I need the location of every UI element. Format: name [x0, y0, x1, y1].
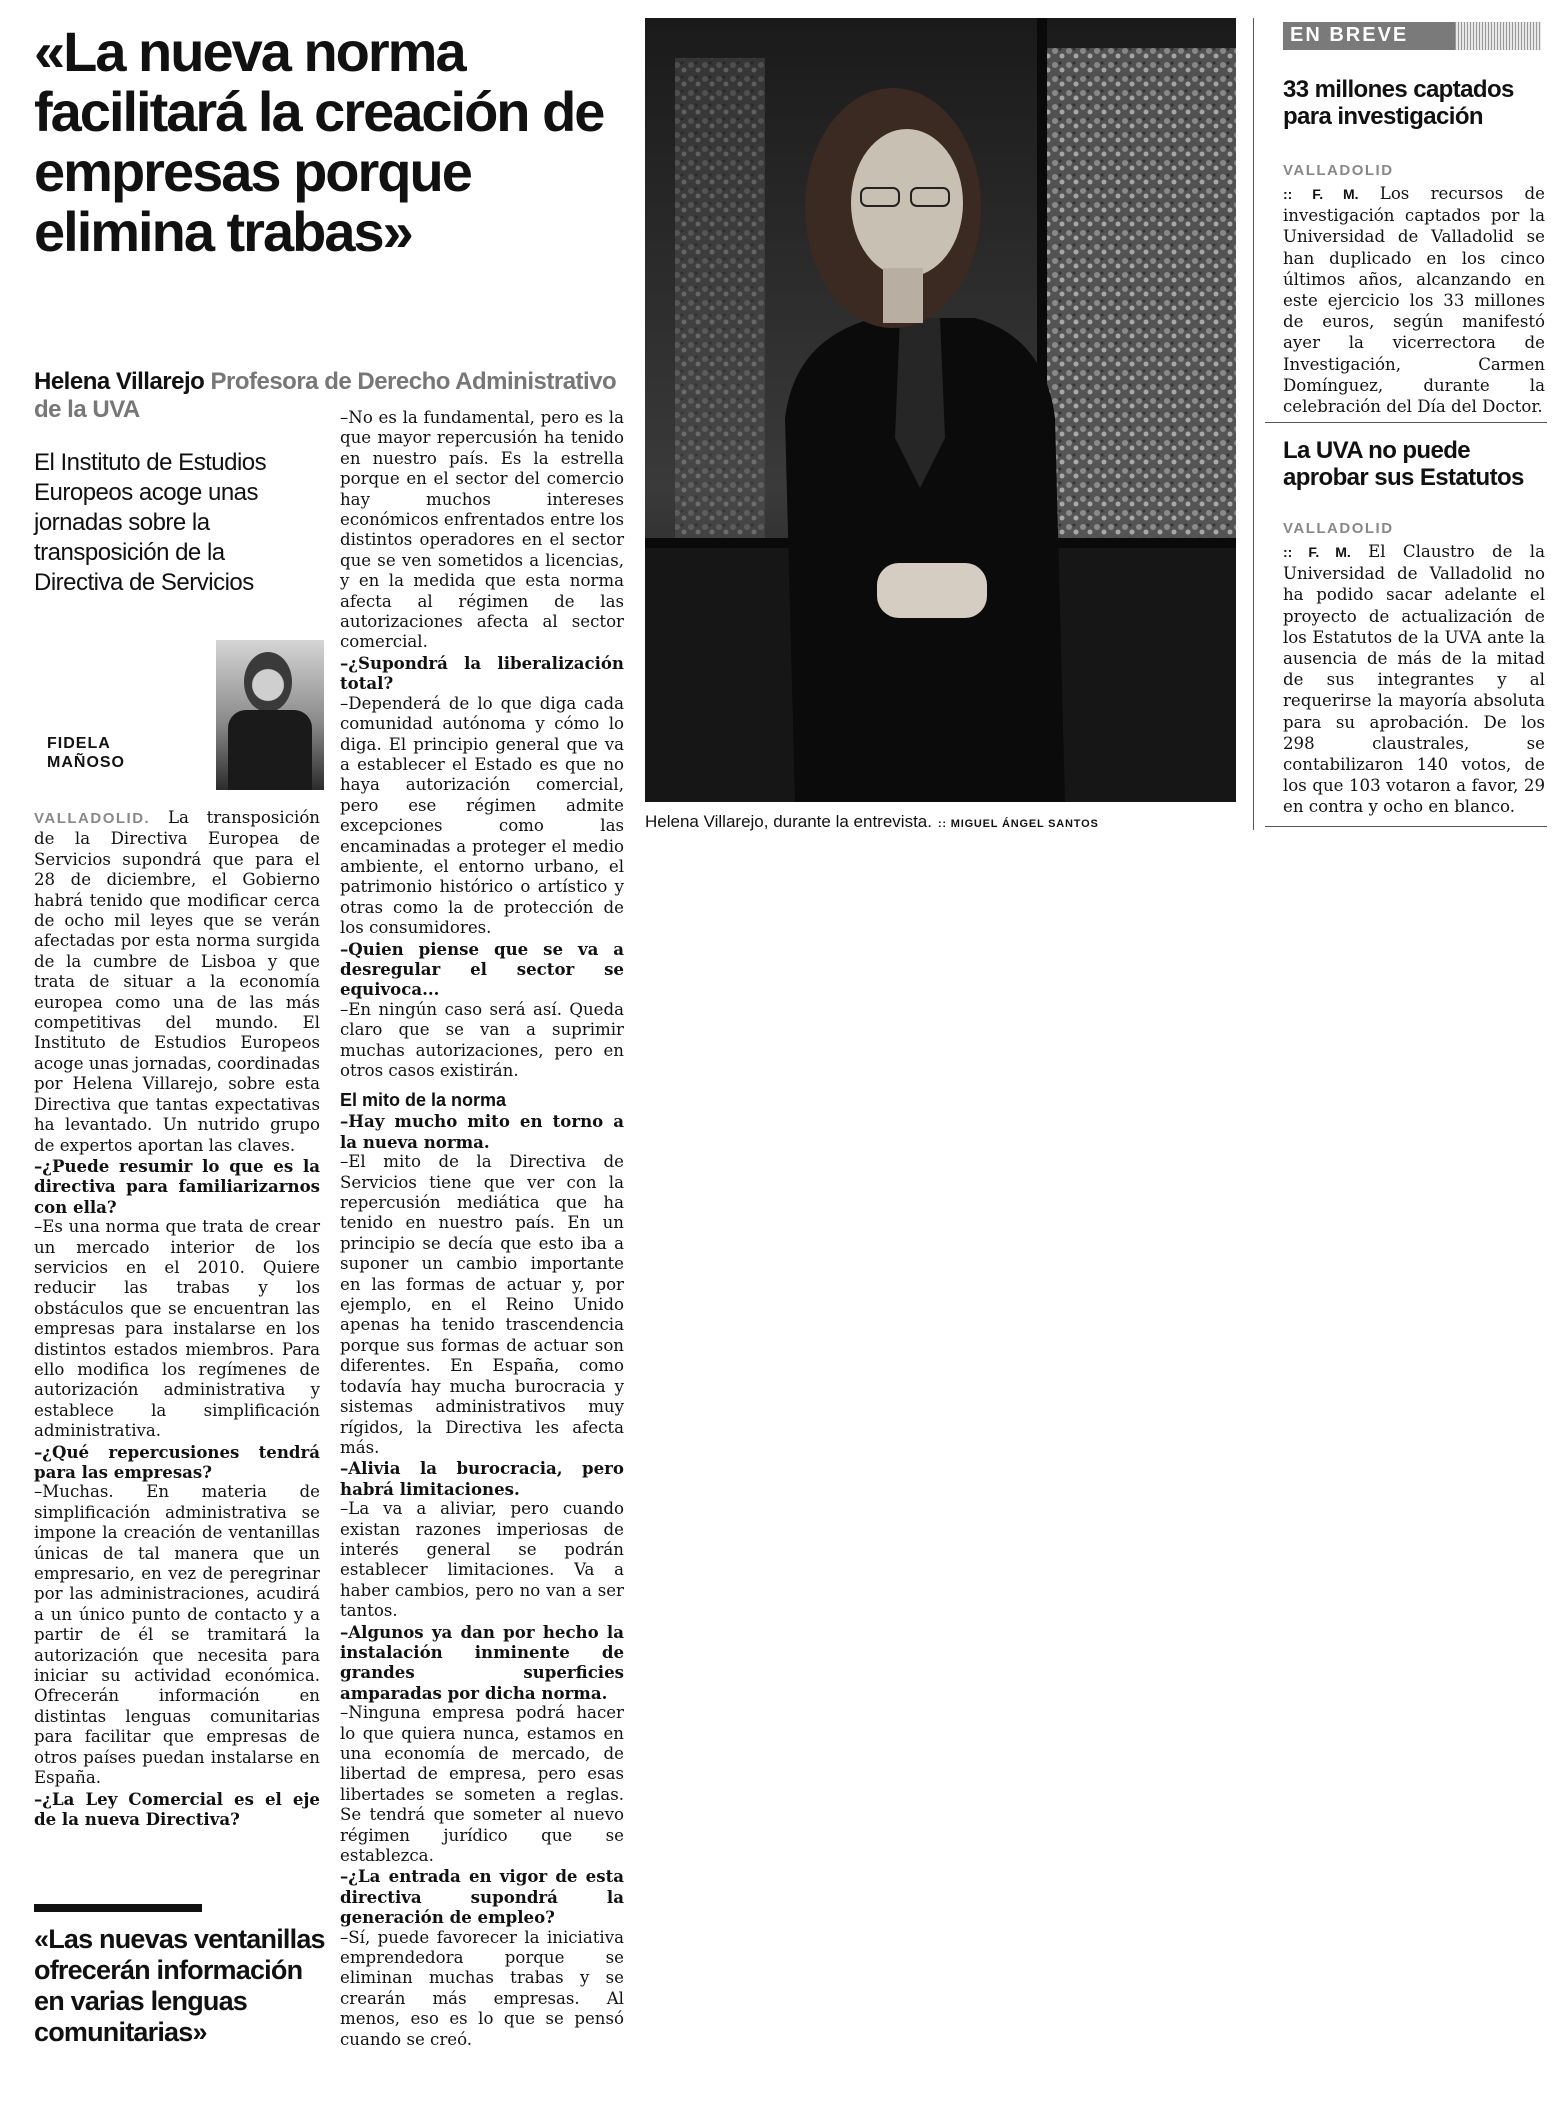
question: –Quien piense que se va a desregular el sector se equivoca...: [340, 938, 624, 1000]
brief-title: 33 millones captados para investigación: [1283, 76, 1514, 130]
brief-bottom-rule: [1265, 826, 1547, 827]
caption-text: Helena Villarejo, durante la entrevista.: [645, 812, 932, 831]
column-divider: [1253, 18, 1254, 830]
brief-city: VALLADOLID: [1283, 162, 1394, 179]
question: –¿La entrada en vigor de esta directiva supondrá la generación de empleo?: [340, 1866, 624, 1928]
brief-body: [1283, 541, 1545, 818]
photo-credit: :: MIGUEL ÁNGEL SANTOS: [937, 818, 1099, 830]
article-lead: [34, 808, 320, 1156]
answer: –Ninguna empresa podrá hacer lo que quiera nunca, estamos en una economía de mercado, de libertad de empresa, pero esas libertades se someten a reglas. Se tendrá que someter al nuevo régimen jurídico que se establezca.: [340, 1703, 624, 1866]
question: –¿Qué repercusiones tendrá para las empresas?: [34, 1441, 320, 1482]
brief-text: Los recursos de investigación captados por la Universidad de Valladolid se han duplicado en los cinco últimos años, alcanzando en este ejercicio los 33 millones de euros, según manifestó ayer la vicerrectora de Investigación, Carmen Domínguez, durante la celebración del Día del Doctor.: [1283, 184, 1545, 417]
brief-header-strip: [1455, 22, 1541, 50]
brief-title: La UVA no puede aprobar sus Estatutos: [1283, 437, 1524, 491]
main-photo: [645, 18, 1236, 802]
brief-city: VALLADOLID: [1283, 520, 1394, 537]
answer: –No es la fundamental, pero es la que mayor repercusión ha tenido en nuestro país. Es la estrella porque en el sector del comercio hay muchos intereses económicos enfrentados entre los distintos operadores en el sector que se ven sometidos a licencias, y en la medida que esta norma afecta al régimen de las autorizaciones afecta al sector comercial.: [340, 408, 624, 652]
answer: –En ningún caso será así. Queda claro que se van a suprimir muchas autorizaciones, pero en otros casos existirán.: [340, 999, 624, 1080]
author-name-line2: MAÑOSO: [47, 754, 125, 771]
article-column-1: [34, 808, 320, 1829]
question: –¿Supondrá la liberalización total?: [340, 652, 624, 694]
brief-body: [1283, 183, 1545, 417]
question: –¿La Ley Comercial es el eje de la nueva Directiva?: [34, 1788, 320, 1829]
question: –Algunos ya dan por hecho la instalación inminente de grandes superficies amparadas por dicha norma.: [340, 1621, 624, 1703]
lead-text: La transposición de la Directiva Europea de Servicios supondrá que para el 28 de diciembre, el Gobierno habrá tenido que modificar cerca de ocho mil leyes que se verán afectadas por esta norma surgida de la cumbre de Lisboa y que trata de situar a la economía europea como una de las más competitivas del mundo. El Instituto de Estudios Europeos acoge unas jornadas, coordinadas por Helena Villarejo, sobre esta Directiva que tantas expectativas ha levantado. Un nutrido grupo de expertos aportan las claves.: [34, 808, 320, 1155]
brief-tag: EN BREVE: [1290, 24, 1409, 46]
question: –Alivia la burocracia, pero habrá limitaciones.: [340, 1458, 624, 1499]
article-column-2: [340, 408, 624, 2050]
question: –¿Puede resumir lo que es la directiva para familiarizarnos con ella?: [34, 1155, 320, 1217]
answer: –Muchas. En materia de simplificación administrativa se impone la creación de ventanillas únicas de tal manera que un empresario, en vez de peregrinar por las administraciones, acudirá a un único punto de contacto y a partir de él se tramitará la autorización que necesita para iniciar su actividad económica. Ofrecerán información en distintas lenguas comunitarias para facilitar que empresas de otros países puedan instalarse en España.: [34, 1482, 320, 1788]
brief-author: :: F. M.: [1283, 186, 1359, 202]
pullquote-rule: [34, 1904, 202, 1912]
dateline: VALLADOLID.: [34, 810, 151, 827]
author-body-shape: [228, 710, 312, 790]
author-photo: [216, 640, 324, 790]
answer: –Dependerá de lo que diga cada comunidad autónoma y cómo lo diga. El principio general que va a establecer el Estado es que no haya autorización comercial, pero ese régimen admite excepciones como las encaminadas a proteger el medio ambiente, el entorno urbano, el patrimonio histórico o artístico y otras como la de protección de los consumidores.: [340, 693, 624, 938]
answer: –Sí, puede favorecer la iniciativa emprendedora porque se eliminan muchas trabas y se crearán más empresas. Al menos, eso es lo que se pensó cuando se creó.: [340, 1927, 624, 2049]
answer: –Es una norma que trata de crear un mercado interior de los servicios en el 2010. Quiere reducir las trabas y los obstáculos que se encuentran las empresas para instalarse en los distintos estados miembros. Para ello modifica los regímenes de autorización administrativa y establece la simplificación administrativa.: [34, 1217, 320, 1441]
headline: «La nueva norma facilitará la creación de empresas porque elimina trabas»: [34, 20, 604, 263]
brief-text: El Claustro de la Universidad de Valladolid no ha podido sacar adelante el proyecto de actualización de los Estatutos de la UVA ante la ausencia de más de la mitad de sus integrantes y al requerirse la mayoría absoluta para su aprobación. De los 298 claustrales, se contabilizaron 140 votos, de los que 103 votaron a favor, 29 en contra y ocho en blanco.: [1283, 542, 1545, 817]
section-heading: El mito de la norma: [340, 1090, 507, 1111]
interviewee-name: Helena Villarejo: [34, 368, 205, 395]
answer: –El mito de la Directiva de Servicios tiene que ver con la repercusión mediática que ha tenido en nuestro país. En un principio se decía que esto iba a suponer un cambio importante en las formas de actuar y, por ejemplo, en el Reino Unido apenas ha tenido trascendencia porque sus formas de actuar son diferentes. En España, como todavía hay mucha burocracia y sistemas administrativos muy rígidos, la Directiva les afecta más.: [340, 1152, 624, 1457]
brief-separator: [1265, 422, 1547, 423]
interviewee-role: Profesora de Derecho Administrativo de la UVA: [34, 368, 617, 423]
author-name-line1: FIDELA: [47, 735, 111, 752]
subheadline: El Instituto de Estudios Europeos acoge unas jornadas sobre la transposición de la Directiva de Servicios: [34, 449, 267, 596]
answer: –La va a aliviar, pero cuando existan razones imperiosas de interés general se podrán establecer limitaciones. Va a haber cambios, pero no van a ser tantos.: [340, 1499, 624, 1621]
brief-author: :: F. M.: [1283, 544, 1351, 560]
author-head-shape: [244, 652, 292, 712]
question: –Hay mucho mito en torno a la nueva norma.: [340, 1111, 624, 1152]
pullquote: «Las nuevas ventanillas ofrecerán información en varias lenguas comunitarias»: [34, 1924, 325, 2047]
author-name: [47, 734, 167, 772]
portrait-illustration: [645, 18, 1236, 802]
photo-caption: [645, 812, 1245, 832]
